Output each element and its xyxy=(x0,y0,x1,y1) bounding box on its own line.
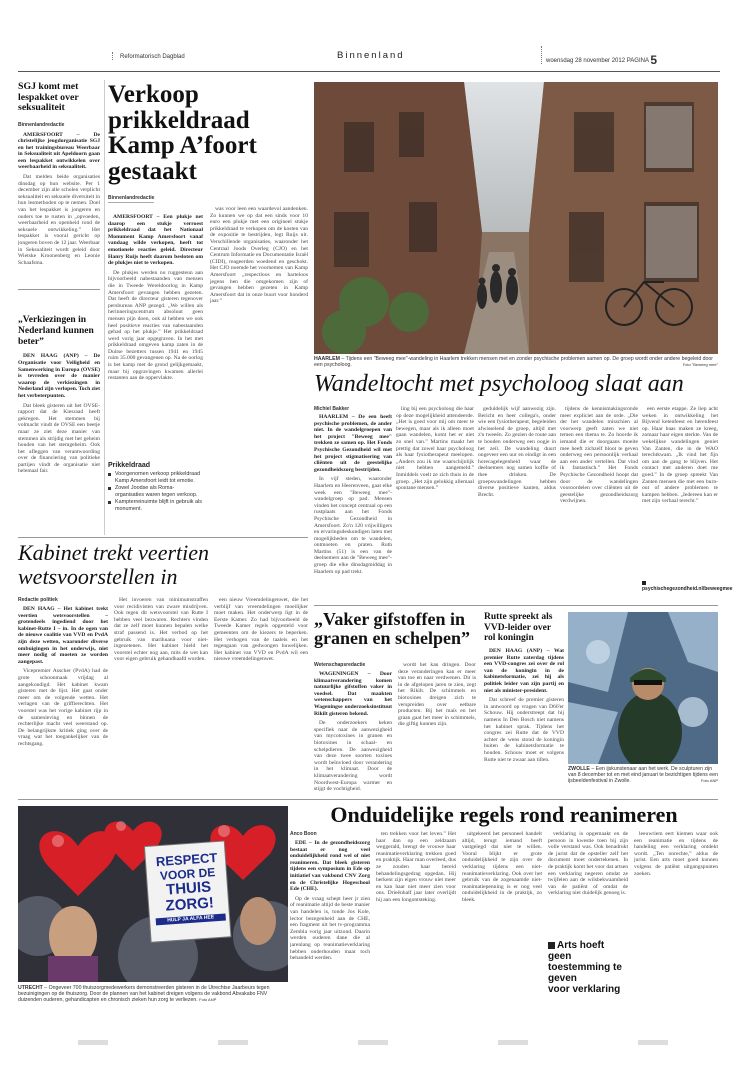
utrecht-top-rule xyxy=(18,799,718,800)
prikkeldraad-box-item: Voorgenomen verkoop prikkeldraad Kamp Amersfoort leidt tot emotie. xyxy=(108,471,203,484)
zwolle-caption xyxy=(568,766,718,785)
wandeltocht-col2 xyxy=(396,406,474,594)
print-registration-bar xyxy=(18,1040,718,1046)
prikkeldraad-box-item: Kampterreinuimte blijft in gebruik als monument. xyxy=(108,499,203,512)
wandeltocht-paragraph-4: tijdens de kennismakingsronde meer expliciet aan de orde. „Die der het wandelen misschien al voorwerp geeft zaten we niet temen een thema te. Zo hoorde ik iemand die er doorgaans moeite mee heeft zichzelf bloot te geven onderweg een persoonlijk verhaal aan een ander vertellen. Dat vind ik fantastisch.” Het Fonds Psychische Gezondheid hoopt dat door de wandelingen vooroordelen over cliënten uit de geestelijke gezondheidszorg verdwijnen. xyxy=(560,406,638,505)
haarlem-caption-place: HAARLEM xyxy=(314,356,340,362)
utrecht-photo-credit: Foto ANP xyxy=(199,997,217,1003)
wandeltocht-byline: Michiel Bakker xyxy=(314,406,350,412)
reanimeren-highlight-box xyxy=(548,940,628,1016)
highlight-line-1 xyxy=(548,940,628,951)
reanimeren-headline: Onduidelijke regels rond reanimeren xyxy=(330,802,678,827)
sgj-paragraph: Dat melden beide organisaties dinsdag op hun website. Per 1 december zijn alle scholen verplicht seksualiteit en seksuele diversiteit in hun lesmethoden op te nemen. Doel van het lespakket is jongeren en ouders toe te rusten in „opvoeden, weerbaarheid en openheid rond de seksuele ontwikkeling.” Het lespakket is vooral gericht op jongeren boven de 12 jaar. Weerbaar in Seksualiteit wordt geleid door Wietske Kroonenberg en Leonie Schaafsma. xyxy=(18,174,100,266)
verkoop-headline: Verkoop prikkeldraad Kamp A’foort gestaakt xyxy=(108,81,257,185)
prikkeldraad-box xyxy=(108,462,203,522)
zwolle-caption-text: – Een ijskunstenaar aan het werk. De sculpturen zijn van 8 december tot en met eind januari te bezichtigen tijdens een ijsbeeldenfestival in Zwolle. xyxy=(568,766,718,785)
prikkeldraad-box-title: Prikkeldraad xyxy=(108,462,151,469)
kabinet-col2 xyxy=(114,597,208,784)
section-title: Binnenland xyxy=(337,50,405,61)
wandeltocht-link[interactable] xyxy=(642,580,733,592)
utrecht-caption xyxy=(18,985,288,1004)
column-divider-left xyxy=(104,80,105,535)
issue-date xyxy=(546,53,657,67)
rutte-paragraph: Dat schreef de premier gisteren in antwoord op vragen van D66'er Schouw. Hij onderstreept dat hij namens In Den Bosch niet namens het kabinet sprak. Tijdens het congres zei Rutte dat de VVD achter de wens stond de koningin buiten de kabinetsformatie te houden. Schouw moet er volgens Rutte niet te zwaar aan tillen. xyxy=(484,697,564,763)
wandeltocht-col3 xyxy=(478,406,556,594)
highlight-line-1-text: Arts hoeft xyxy=(557,940,605,951)
date-text: woensdag 28 november 2012 xyxy=(546,58,626,64)
reanimeren-paragraph-5: leeuwriem eert kiemen waar ook een reanimatie en tijdens de handeling een verklaring ontdekt wordt. „Ten onrechte,” aldus de jurist. Een arts moet goed kunnen volgens de patiënt uitgangspunten zoeken. xyxy=(634,831,718,877)
zwolle-caption-place: ZWOLLE xyxy=(568,766,590,772)
haarlem-caption-text: – Tijdens een "Beweeg mee"-wandeling in Haarlem trekken mensen met en zonder psychische problemen samen op. De groep wordt onder andere begeleid door een psycholoog. xyxy=(314,356,714,369)
giftoffen-col2 xyxy=(398,662,476,791)
utrecht-caption-place: UTRECHT xyxy=(18,985,43,991)
giftoffen-col1 xyxy=(314,671,392,791)
reanimeren-col3 xyxy=(462,831,542,1016)
verkiezingen-body xyxy=(18,353,100,523)
sign-line: ZORG! xyxy=(165,894,215,915)
reanimeren-col5 xyxy=(634,831,718,1016)
kabinet-headline: Kabinet trekt veertien wetsvoorstellen in xyxy=(18,540,210,589)
giftoffen-paragraph-1: De onderzoekers keken specifiek naar de aanwezigheid van mycotoxines in granen en biotoxines in schaal- en schelpdieren. De aanwezigheid van deze twee soorten toxines wordt beïnvloed door verandering in het klimaat. Door de klimaatverandering wordt Noordwest-Europa warmer en stijgt de vochtigheid. xyxy=(314,720,392,791)
verkoop-byline: Binnenlandredactie xyxy=(108,195,155,201)
sgj-body xyxy=(18,132,100,275)
kabinet-paragraph-3: een nieuw Vreemdelingenwet, die het verblijf van vreemdelingen moeilijker moet maken. Het onderwerp ligt in de Eerste Kamer. Zo had bijvoorbeeld de Tweede Kamer regels opgesteld voor gemeenten om de kiezers te beperken. Het verhogen van de taaleis en het tegengaan van gedwongen huwelijken. Het kabinet van VVD en PvdA wil een nieuwe vreemdelingenwet. xyxy=(214,597,308,663)
sgj-headline: SGJ komt met lespakket over seksualiteit xyxy=(18,81,79,113)
prikkeldraad-box-item: Zowel Joodse als Roma-organisaties waren tegen verkoop. xyxy=(108,485,203,498)
wandeltocht-paragraph-3: geduldelijk wijf aanwezig zijn. Bericht en heer collega's, onder wie een fysiotherapeut, begeleiden afwisselend de groep, altijd met z'n tweeën. Zo gezien de route aan te houden onderweg een oogje in het zeil. De wandeling duurt ongeveer een uur en eindigt in een horecagelegenheid waar de deelnemers nog samen koffie of thee drinken. De groepswandelingen hebben diverse positieve kanten, aldus Brecht. xyxy=(478,406,556,498)
reanimeren-paragraph-3: uitgekeerd het personeel handelt altijd, terugt iemand heeft vastgelegd dat niet te willen. Vooral blijkt er grote onduidelijkheid te zijn over de verklaring tijdens een niet-reanimatieverklaring. Ook over het gebruik van de zogenaamde niet-reanimatiepenning is er nog veel onduidelijkheid in de praktijk, zo bleek. xyxy=(462,831,542,903)
verkoop-col2 xyxy=(210,206,308,396)
verkoop-paragraph-2: was voor leen een waardevol aandenken. Zo kunnen we op dat een sinds voor 10 euro een plukje met een origineel stukje prikkeldraad te verkopen om de kosten van de expositie te bestrijden, legt Ruijs uit. Verschillende organisaties, waaronder het Centraal Joods Overleg (CJO) en het Centrum Informatie en Documentatie Israël (CIDI), reageerden woedend en geschokt. Het CJO noemde het voornemen van Kamp Amersfoort „respectloos en harteloos jegens hen die omgekomen zijn of gevangen hebben gezeten in Kamp Amersfoort dat in onze buurt voor honderd jaar.” xyxy=(210,206,308,305)
print-mark xyxy=(498,1040,528,1045)
verkiezingen-paragraph: Dat bleek gisteren uit het OVSE-rapport dat de Kiesraad heeft gekregen. Het stemmen bij volmacht vindt de OVSE een beetje maar ze ziet deze manier van stemmen als strijdig met het geheim houden van het stemgeheim. Ook het afleggen van verantwoording over de financiering van politieke partijen vindt de organisatie niet helemaal fair. xyxy=(18,402,100,475)
verkiezingen-article xyxy=(18,315,100,530)
print-mark xyxy=(218,1040,248,1045)
sgj-article xyxy=(18,82,100,282)
verkoop-article xyxy=(108,82,308,527)
reanimeren-paragraph-1: Op de vraag schept heer jr zien of reanimatie altijd de beste manier van handelen is, tonde Jos Kole, lector bezegenheid aan de CHE, een fragment uit het tv-programma Zembla vorig jaar uitzond. Daarin werden ouderen dane die al jarenlang op reanimatieverklaring hebben onderhouden maar toch behandeld werden. xyxy=(290,895,370,962)
sign-line: RESPECT xyxy=(155,849,218,870)
masthead xyxy=(0,0,738,70)
sgj-lead: AMERSFOORT – De christelijke jeugdorganisatie SGJ en het trainingsbureau Weerbaar in Seksualiteit uit Apeldoorn gaan een lespakket ontwikkelen over weerbaarheid in seksualiteit. xyxy=(18,131,100,171)
reanimeren-col1 xyxy=(290,840,370,1016)
print-mark xyxy=(358,1040,388,1045)
wandeltocht-col1 xyxy=(314,414,392,594)
sign-line: VOOR DE xyxy=(159,865,216,883)
kabinet-lead: DEN HAAG – Het kabinet trekt veertien wetsvoorstellen – grotendeels ingediend door het kabinet-Rutte I – in. In de ogen van de nieuwe coalitie van VVD en PvdA zijn deze wetten, waaronder diverse ombuigingen in het onderwijs, niet meer nodig of moeten ze worden aangepast. xyxy=(18,606,108,665)
print-mark xyxy=(638,1040,668,1045)
reanimeren-col2 xyxy=(376,831,456,1016)
wandeltocht-col4 xyxy=(560,406,638,594)
giftoffen-lead: WAGENINGEN – Door klimaatverandering komen natuurlijke gifstoffen vaker in voedsel. Dat maakten wetenschappers van het Wageningse onderzoeksinstituut Rikilt gisteren bekend. xyxy=(314,671,392,717)
kabinet-paragraph-2: Het invoeren van minimumstraffen voor recidivisten van zware misdrijven. Ook tegen dit wetsvoorstel van Rutte I hebben veel bezwaren. Rechters vinden dat ze zelf moet kunnen bepalen welke straf passend is. Het verbod op het gebruik van marihuana voor niet-ingezetenen. Het kabinet hield het voorstel echter nog aan, mits de wet kan voor eigen gebruik gehandhaafd worden. xyxy=(114,597,208,663)
print-mark xyxy=(78,1040,108,1045)
giftoffen-paragraph-2: wordt het kan dringen. Door deze veranderingen kan er meer van toe en naar verdwenen. Dit is in de afgelopen jaren te zien, zegt het Rikilt. De schimmels en biotoxines dreigen zich te verspreiden over eetbare producten. Bij het maïs en het graan gaat het meer in schimmels, die giftig kunnen zijn. xyxy=(398,662,476,728)
rutte-lead: DEN HAAG (ANP) – Wat premier Rutte zaterdag tijdens een VVD-congres zei over de rol van de koningin in de kabinetsformatie, zei hij als politiek leider van zijn partij en niet als minister-president. xyxy=(484,648,564,694)
reanimeren-paragraph-2: ten trekken voor het leven.” Het haar dan op een zeldzaam weggerald, brengt de vrouwe haar reanimatieverklaring trekken goed en praktijk. Haar man overleed, dus ze zouden haar bereid behandelingsgedrag opgedan. Hij herkent zijn eigen vrouw niet meer en kan haar niet meer zien voor ons. Drieënhalf jaar later overlijdt hij aan een longontsteking. xyxy=(376,831,456,903)
verkoop-lead: AMERSFOORT – Een plukje net daarop een stukje verroest prikkeldraad dat het Nationaal Monument Kamp Amersfoort vanaf vandaag wilde verkopen, heeft tot emotionele reacties geleid. Directeur Hanry Ruijs heeft daarom besloten om de plukjes niet te verkopen. xyxy=(108,214,203,267)
paper-name: Reformatorisch Dagblad xyxy=(120,54,185,60)
masthead-right-bar xyxy=(541,46,542,64)
haarlem-street-photo xyxy=(314,82,718,354)
sgj-byline: Binnenlandredactie xyxy=(18,121,65,128)
wandeltocht-headline: Wandeltocht met psycholoog slaat aan xyxy=(314,371,684,397)
verkoop-paragraph-1: De plukjes werden nu ruggesteun aan bijvoorbeeld nabestaanden van mensen die in Tweede Wereldoorlog in Kamp Amersfoort gevangen hebben gezeten. Dat heeft de directeur gisteren tegenover persbureau ANP gezegd. „We willen als herinneringscentrum absoluut geen mensen pijn doen, ook al hebben we ook heel positieve reacties van nabestaanden gehad op het plukje.” Het prikkeldraad werd vorig jaar opgegraven. In het met prikkeldraad omgeven kamp zaten in de Duitse bezetters tussen 1941 en 1945 ruim 35.000 gevangenen op. Na de oorlog is het kamp met de grond gelijkgemaakt, maar bij opgravingen kwamen allerlei restanten aan de oppervlakte. xyxy=(108,269,203,382)
haarlem-caption xyxy=(314,356,718,368)
kabinet-top-rule xyxy=(18,537,308,538)
kabinet-byline: Redactie politiek xyxy=(18,597,58,603)
giftoffen-byline: Wetenschapsredactie xyxy=(314,662,366,668)
prikkeldraad-box-list xyxy=(108,471,203,512)
reanimeren-paragraph-4: verklaring is opgemaakt en de persoon in kwestie toen bij zijn volle verstand was. Ook benadrukt de jurist dat de opsteller zelf het document moet ondertekenen. In de praktijk komt het voor dat artsen een verklaring negeren omdat ze twijfelen aan de wilsbekwaamheid van de patiënt of omdat de verklaring niet duidelijk genoeg is. xyxy=(548,831,628,897)
link-bullet-icon xyxy=(642,581,646,585)
zwolle-ice-sculptor-photo xyxy=(568,612,718,764)
reanimeren-byline: Anco Boon xyxy=(290,831,317,837)
sgj-divider xyxy=(18,289,100,290)
giftoffen-headline: „Vaker gifstoffen in granen en schelpen” xyxy=(314,609,471,648)
kabinet-paragraph-1: Vicepremier Asscher (PvdA) had de grote schoonmaak vrijdag al aangekondigd. Het kabinet kwam gisteren met de lijst. Het gaat onder meer om de volgende wetten. Het verlagen van de griffierechten. Het voorstel was het vorige kabinet rijp in de samenleving en binnen de rechterlijke macht veel weerstand op. De belangrijkste kritiek ging over de vraag wat het toegankelijker van de rechtsgang. xyxy=(18,668,108,747)
rutte-headline: Rutte spreekt als VVD-leider over rol koningin xyxy=(484,612,553,643)
highlight-bullet-icon xyxy=(548,942,555,949)
masthead-rule xyxy=(18,71,720,72)
highlight-line-2: geen toestemming te geven xyxy=(548,951,622,984)
zwolle-photo-illustration xyxy=(568,612,718,764)
zwolle-photo-credit: Foto ANP xyxy=(700,778,718,784)
wandeltocht-col5 xyxy=(642,406,718,576)
wandeltocht-paragraph-5: een eerste etappe. Ze liep acht weken in ontwikkeling het Bijvend ketenfeest en herenfeest op. Haar baas maken ze kreeg, zomaar haar eigen sterkte. Van de wekelijkse wandelingen geniet Van Zanten, die in de WAO terechtkwam. „Ik vind het fijn om aan de gang te blijven. Het contact met anderen doet me goed.” In de groep spreekt Van Zanten mensen die met een burn-out of andere problemen te kampen hebben. „Iedereen kan er met zijn verhaal terecht.” xyxy=(642,406,718,505)
wandeltocht-paragraph-1: In vijf steden, waaronder Haarlem en Heerenveen, gaat elke week een "Beweeg mee"-wandelgroep op pad. Mensen vinden het concept centraal op een rustplaats aan het Fonds Psychische Gezondheid in Amersfoort. Zo'n 120 vrijwilligers en ervaringsdeskundigen laten met mogelijkheden om te wandelen, ontmoeten en praten. Ruth Martins (51) is een van de deelnemers aan de "Beweeg mee"-groep die elke dinsdagmiddag in Haarlem op pad trekt. xyxy=(314,476,392,575)
haarlem-photo-illustration xyxy=(314,82,718,354)
verkiezingen-lead: DEN HAAG (ANP) – De Organisatie voor Veiligheid en Samenwerking in Europa (OVSE) is tevreden over de manier waarop de verkiezingen in Nederland zijn verlopen. Toch ziet het verbeterpunten. xyxy=(18,353,100,399)
utrecht-caption-text: – Ongeveer 700 thuiszorgmedewerkers demonstreerden gisteren in de Utrechtse Jaarbeurs tegen bezuinigingen op de thuiszorg. Door de plannen van het kabinet dreigen volgens de vakbond Abvakabo FNV duizenden ouderen, gehandicapten en chronisch zieken hun zorg te verliezen. xyxy=(18,985,270,1004)
wandeltocht-paragraph-2: ling bij een psycholoog die haar op deze mogelijkheid attendeerde. „Het is goed voor mij om meer te bewegen, maar als ik alleen moet gaan wandelen, komt het er niet zo snel van.” Martins maakt het prettig dat zowel haar psycholoog als haar fysiotherapeut meelopen. „Anders zou ik me waarschijnlijk niet hebben aangemeld.” Inmiddels voelt ze zich thuis in de groep. „Het zijn gelukkig allemaal spontane mensen.” xyxy=(396,406,474,492)
giftoffen-top-rule xyxy=(314,605,718,606)
protest-sign xyxy=(147,845,231,942)
verkiezingen-quote: „Verkiezingen in Nederland kunnen beter” xyxy=(18,315,94,347)
kabinet-col3 xyxy=(214,597,308,784)
utrecht-protest-photo xyxy=(18,806,288,982)
rutte-body xyxy=(484,648,564,791)
kabinet-col1 xyxy=(18,606,108,784)
wandeltocht-link-text[interactable]: psychischegezondheid.nl/beweegmee xyxy=(642,586,733,592)
sign-footer: HULP JA ALFA HEE xyxy=(156,914,226,926)
reanimeren-col4 xyxy=(548,831,628,937)
page-number: 5 xyxy=(650,53,657,67)
wandeltocht-lead: HAARLEM – De een heeft psychische problemen, de ander niet. In de wandelgroepen van het project "Beweeg mee" trekken ze samen op. Het Fonds Psychische Gezondheid wil met het project stigmatisering van cliënten uit de geestelijke gezondheidszorg bestrijden. xyxy=(314,414,392,473)
haarlem-photo-credit: Foto "Beweeg mee" xyxy=(682,362,718,368)
reanimeren-lead: EDE – In de gezondheidszorg bestaat er nog veel onduidelijkheid rond wel of niet reanimeren. Dat bleek gisteren tijdens een symposium in Ede op initiatief van vakbond CNV Zorg en de Christelijke Hogeschool Ede (CHE). xyxy=(290,840,370,893)
sign-line: THUIS xyxy=(165,878,212,899)
page-label: PAGINA xyxy=(626,58,649,64)
highlight-line-3: voor verklaring xyxy=(548,984,621,995)
